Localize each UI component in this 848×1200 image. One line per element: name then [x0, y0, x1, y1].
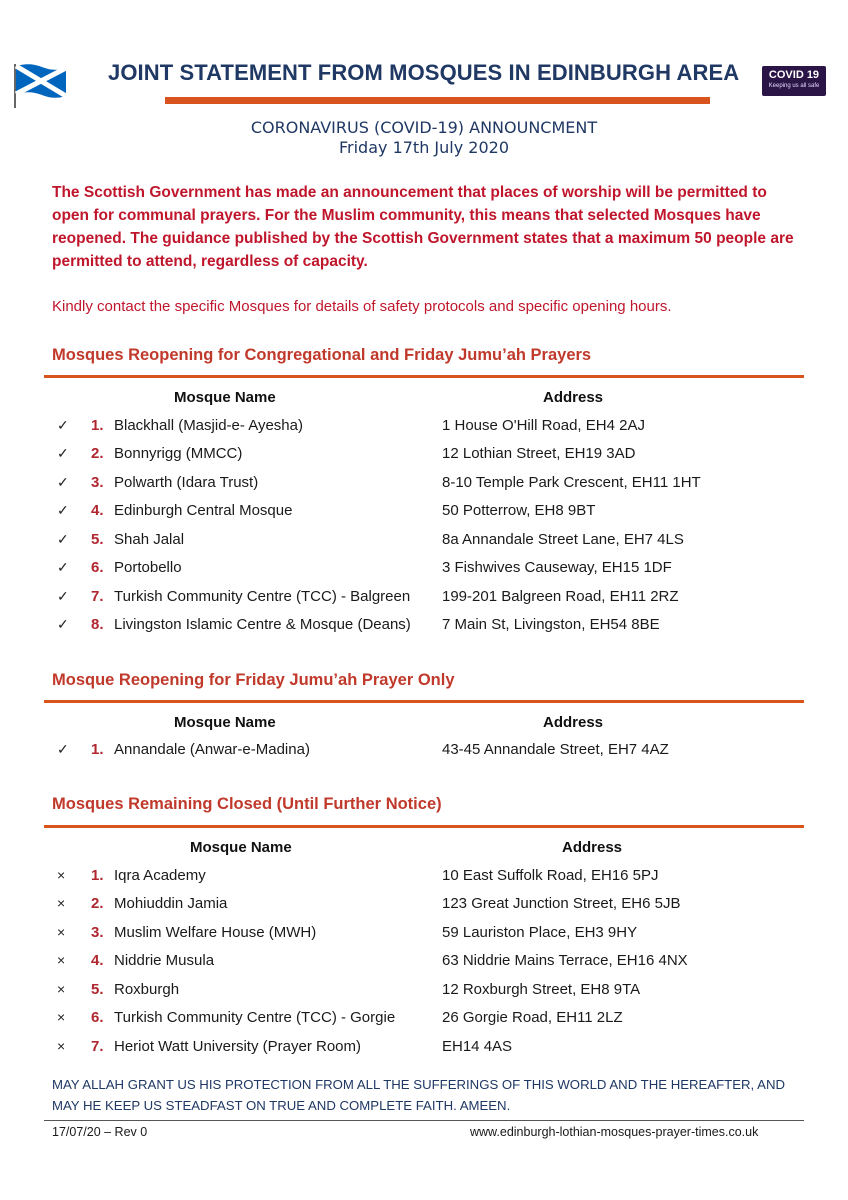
table-row — [44, 738, 804, 766]
table-row — [44, 414, 804, 442]
row-number: 4. — [91, 502, 104, 519]
mosque-address: 3 Fishwives Causeway, EH15 1DF — [442, 559, 672, 576]
column-header-name: Mosque Name — [174, 389, 276, 406]
row-number: 2. — [91, 445, 104, 462]
row-number: 7. — [91, 1038, 104, 1055]
table-row — [44, 892, 804, 920]
table-row — [44, 499, 804, 527]
table-row — [44, 528, 804, 556]
badge-subtitle: Keeping us all safe — [768, 83, 820, 89]
mosque-name: Heriot Watt University (Prayer Room) — [114, 1038, 361, 1055]
mosque-name: Roxburgh — [114, 981, 180, 998]
check-icon: ✓ — [57, 559, 69, 575]
cross-icon: × — [57, 952, 66, 968]
mosque-name: Blackhall (Masjid-e- Ayesha) — [114, 417, 303, 434]
table-row — [44, 471, 804, 499]
mosque-address: 12 Lothian Street, EH19 3AD — [442, 445, 636, 462]
mosque-name: Annandale (Anwar-e-Madina) — [114, 741, 310, 758]
section-rule — [44, 375, 804, 378]
row-number: 1. — [91, 417, 104, 434]
mosque-name: Shah Jalal — [114, 531, 185, 548]
check-icon: ✓ — [57, 741, 69, 757]
table-row — [44, 1006, 804, 1034]
scotland-flag-icon — [12, 62, 68, 108]
footer-website: www.edinburgh-lothian-mosques-prayer-times.co.uk — [470, 1125, 759, 1139]
contact-note: Kindly contact the specific Mosques for details of safety protocols and specific opening hours. — [52, 298, 672, 315]
cross-icon: × — [57, 867, 66, 883]
row-number: 6. — [91, 1009, 104, 1026]
column-header-name: Mosque Name — [190, 839, 292, 856]
mosque-address: 123 Great Junction Street, EH6 5JB — [442, 895, 681, 912]
mosque-name: Edinburgh Central Mosque — [114, 502, 293, 519]
check-icon: ✓ — [57, 474, 69, 490]
column-header-address: Address — [543, 714, 604, 731]
row-number: 7. — [91, 588, 104, 605]
mosque-address: 7 Main St, Livingston, EH54 8BE — [442, 616, 660, 633]
section-rule — [44, 825, 804, 828]
column-header-address: Address — [543, 389, 604, 406]
mosque-name: Bonnyrigg (MMCC) — [114, 445, 243, 462]
mosque-address: 8a Annandale Street Lane, EH7 4LS — [442, 531, 684, 548]
footer-revision: 17/07/20 – Rev 0 — [52, 1125, 148, 1139]
cross-icon: × — [57, 1038, 66, 1054]
row-number: 3. — [91, 924, 104, 941]
row-number: 3. — [91, 474, 104, 491]
check-icon: ✓ — [57, 445, 69, 461]
row-number: 5. — [91, 981, 104, 998]
mosque-address: EH14 4AS — [442, 1038, 513, 1055]
column-header-name: Mosque Name — [174, 714, 276, 731]
page-title: JOINT STATEMENT FROM MOSQUES IN EDINBURGH AREA — [108, 60, 740, 85]
section-title: Mosque Reopening for Friday Jumu’ah Prayer Only — [52, 671, 455, 689]
check-icon: ✓ — [57, 588, 69, 604]
mosque-address: 199-201 Balgreen Road, EH11 2RZ — [442, 588, 679, 605]
row-number: 1. — [91, 741, 104, 758]
check-icon: ✓ — [57, 502, 69, 518]
mosque-name: Turkish Community Centre (TCC) - Balgreen — [114, 588, 411, 605]
section-rule — [44, 700, 804, 703]
cross-icon: × — [57, 981, 66, 997]
mosque-address: 10 East Suffolk Road, EH16 5PJ — [442, 867, 659, 884]
mosque-address: 8-10 Temple Park Crescent, EH11 1HT — [442, 474, 701, 491]
mosque-address: 26 Gorgie Road, EH11 2LZ — [442, 1009, 623, 1026]
column-header-address: Address — [562, 839, 623, 856]
mosque-name: Turkish Community Centre (TCC) - Gorgie — [114, 1009, 396, 1026]
header-rule — [165, 97, 710, 104]
table-row — [44, 585, 804, 613]
cross-icon: × — [57, 924, 66, 940]
row-number: 4. — [91, 952, 104, 969]
announcement-block — [0, 118, 848, 158]
row-number: 2. — [91, 895, 104, 912]
announcement-title: CORONAVIRUS (COVID-19) ANNOUNCMENT — [250, 118, 598, 137]
footer-rule — [44, 1120, 804, 1121]
row-number: 5. — [91, 531, 104, 548]
cross-icon: × — [57, 895, 66, 911]
table-row — [44, 921, 804, 949]
mosque-address: 63 Niddrie Mains Terrace, EH16 4NX — [442, 952, 688, 969]
check-icon: ✓ — [57, 616, 69, 632]
table-row — [44, 978, 804, 1006]
mosque-address: 12 Roxburgh Street, EH8 9TA — [442, 981, 641, 998]
intro-paragraph: The Scottish Government has made an announcement that places of worship will be permitted to open for communal prayers. For the Muslim community, this means that selected Mosques have reopened. The guidance published by the Scottish Government states that a maximum 50 people are permitted to attend, regardless of capacity. — [52, 184, 794, 270]
closing-prayer: MAY ALLAH GRANT US HIS PROTECTION FROM ALL THE SUFFERINGS OF THIS WORLD AND THE HEREAFTER, AND MAY HE KEEP US STEADFAST ON TRUE AND COMPLETE FAITH. AMEEN. — [52, 1077, 786, 1113]
mosque-address: 59 Lauriston Place, EH3 9HY — [442, 924, 638, 941]
badge-title: COVID 19 — [768, 69, 820, 81]
announcement-date: Friday 17th July 2020 — [338, 138, 509, 157]
table-row — [44, 1035, 804, 1063]
check-icon: ✓ — [57, 531, 69, 547]
section-title: Mosques Remaining Closed (Until Further Notice) — [52, 795, 442, 813]
row-number: 6. — [91, 559, 104, 576]
mosque-name: Portobello — [114, 559, 182, 576]
row-number: 8. — [91, 616, 104, 633]
mosque-name: Niddrie Musula — [114, 952, 215, 969]
cross-icon: × — [57, 1009, 66, 1025]
covid-badge — [762, 66, 826, 96]
mosque-address: 43-45 Annandale Street, EH7 4AZ — [442, 741, 669, 758]
mosque-name: Iqra Academy — [114, 867, 206, 884]
section-title: Mosques Reopening for Congregational and Friday Jumu’ah Prayers — [52, 346, 592, 364]
mosque-name: Polwarth (Idara Trust) — [114, 474, 259, 491]
mosque-name: Muslim Welfare House (MWH) — [114, 924, 317, 941]
table-row — [44, 442, 804, 470]
mosque-address: 50 Potterrow, EH8 9BT — [442, 502, 596, 519]
row-number: 1. — [91, 867, 104, 884]
check-icon: ✓ — [57, 417, 69, 433]
mosque-name: Livingston Islamic Centre & Mosque (Deans) — [114, 616, 411, 633]
table-row — [44, 949, 804, 977]
table-row — [44, 556, 804, 584]
mosque-address: 1 House O'Hill Road, EH4 2AJ — [442, 417, 645, 434]
table-row — [44, 864, 804, 892]
table-row — [44, 613, 804, 641]
mosque-name: Mohiuddin Jamia — [114, 895, 228, 912]
